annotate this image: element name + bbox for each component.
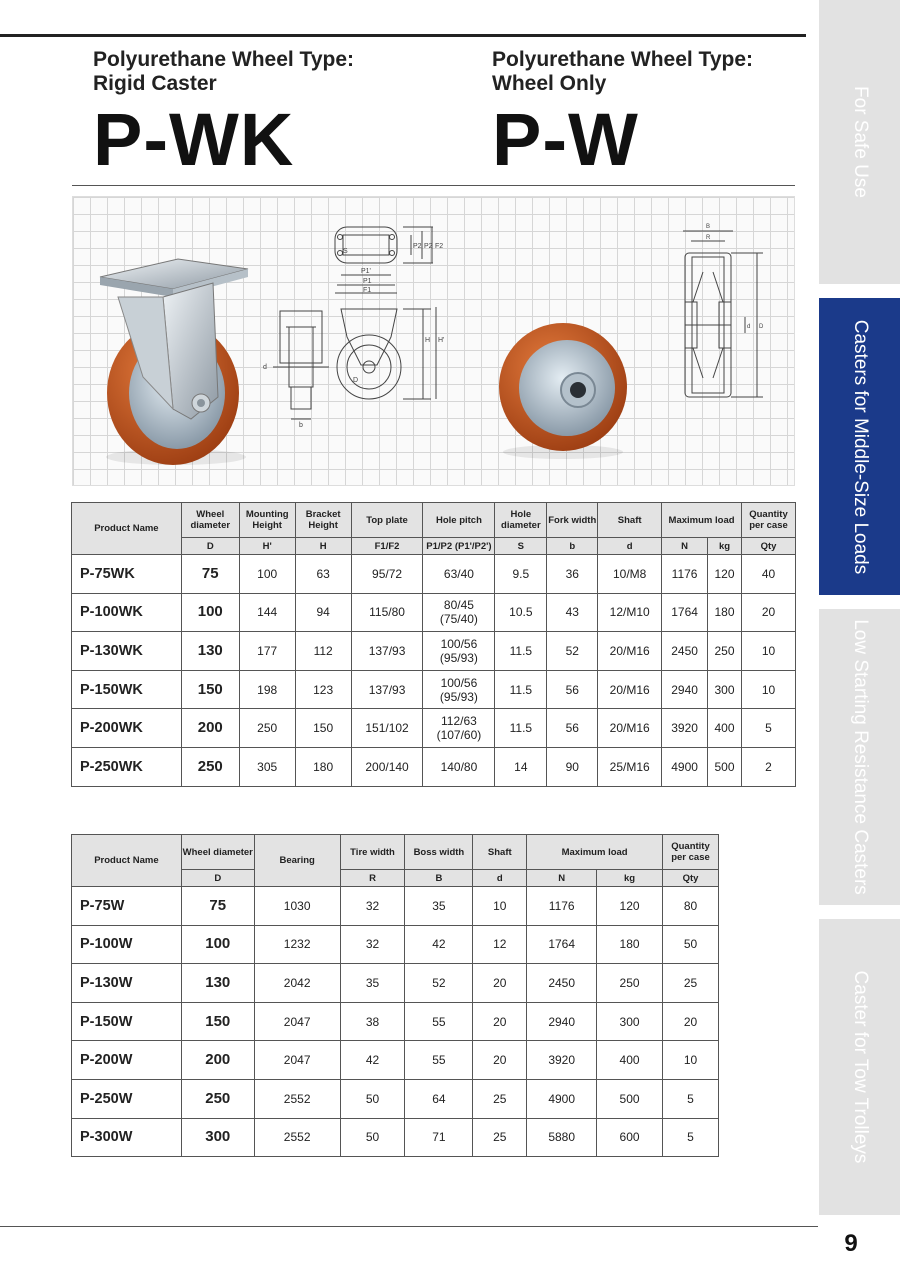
top-plate: 137/93: [351, 632, 423, 671]
side-tab-low-starting-resistance[interactable]: [819, 609, 900, 905]
wheel-diameter: 200: [181, 709, 239, 748]
product-name: P-100W: [72, 925, 182, 964]
side-tab-tow-trolleys[interactable]: [819, 919, 900, 1215]
col-header: Shaft: [473, 835, 527, 870]
side-tab-label: Casters for Middle-Size Loads: [849, 319, 871, 574]
drawing-dimension-labels: [263, 243, 444, 429]
col-header: Wheel diameter: [181, 503, 239, 538]
max-load-n: 2940: [662, 670, 708, 709]
mounting-height: 177: [239, 632, 295, 671]
shaft: 20: [473, 1041, 527, 1080]
bracket-height: 123: [295, 670, 351, 709]
tire-width: 38: [340, 1002, 405, 1041]
page-number: 9: [844, 1230, 858, 1257]
col-header: Hole pitch: [423, 503, 495, 538]
hole-pitch-main: 112/63: [441, 714, 477, 729]
mounting-height: 198: [239, 670, 295, 709]
unit-cell: Qty: [741, 538, 795, 555]
shaft: 10/M8: [598, 555, 662, 594]
unit-cell: d: [473, 870, 527, 887]
dim-label: B: [706, 224, 711, 230]
tire-width: 42: [340, 1041, 405, 1080]
hole-pitch-alt: (75/40): [439, 612, 478, 627]
tire-width: 35: [340, 964, 405, 1003]
hole-pitch-main: 100/56: [440, 636, 478, 651]
boss-width: 55: [405, 1002, 473, 1041]
mounting-height: 100: [239, 555, 295, 594]
dim-label: P1': [361, 268, 371, 275]
table-row: [72, 964, 719, 1003]
max-load-kg: 500: [597, 1079, 663, 1118]
pwk-spec-table: [71, 502, 796, 787]
max-load-n: 3920: [527, 1041, 597, 1080]
dim-label: D: [759, 324, 764, 330]
top-plate: 137/93: [351, 670, 423, 709]
shaft: 20: [473, 964, 527, 1003]
bearing: 2042: [254, 964, 340, 1003]
max-load-kg: 120: [708, 555, 742, 594]
subtitle-line1: Polyurethane Wheel Type:: [492, 48, 753, 71]
max-load-kg: 180: [708, 593, 742, 632]
bracket-height: 112: [295, 632, 351, 671]
title-block-pwk: [93, 48, 354, 181]
table-row: [72, 555, 796, 594]
hole-diameter: 10.5: [495, 593, 547, 632]
subtitle-line2: Wheel Only: [492, 72, 607, 95]
max-load-kg: 120: [597, 887, 663, 926]
product-name: P-75W: [72, 887, 182, 926]
col-header: Product Name: [72, 503, 182, 555]
product-name: P-200W: [72, 1041, 182, 1080]
unit-cell: N: [527, 870, 597, 887]
top-plate: 95/72: [351, 555, 423, 594]
dim-label: b: [299, 422, 303, 429]
shaft: 10: [473, 887, 527, 926]
boss-width: 42: [405, 925, 473, 964]
shaft: 25/M16: [598, 747, 662, 786]
table-row: [72, 1079, 719, 1118]
table-row: [72, 747, 796, 786]
qty-per-case: 5: [741, 709, 795, 748]
side-tab-middle-size-loads[interactable]: [819, 298, 900, 595]
dim-label: d: [263, 364, 267, 371]
bracket-height: 180: [295, 747, 351, 786]
max-load-n: 3920: [662, 709, 708, 748]
product-name: P-75WK: [72, 555, 182, 594]
col-header: Maximum load: [662, 503, 742, 538]
max-load-kg: 500: [708, 747, 742, 786]
col-header: Bracket Height: [295, 503, 351, 538]
fork-width: 56: [547, 670, 598, 709]
max-load-kg: 180: [597, 925, 663, 964]
dim-label: H: [425, 337, 431, 344]
top-plate: 151/102: [351, 709, 423, 748]
hole-diameter: 11.5: [495, 632, 547, 671]
dim-label: H': [438, 337, 445, 344]
col-header: Wheel diameter: [181, 835, 254, 870]
hole-pitch: [423, 747, 495, 786]
col-header: Shaft: [598, 503, 662, 538]
bearing: 2047: [254, 1041, 340, 1080]
boss-width: 64: [405, 1079, 473, 1118]
wheel-diameter: 300: [181, 1118, 254, 1157]
boss-width: 35: [405, 887, 473, 926]
qty-per-case: 10: [741, 670, 795, 709]
unit-cell: d: [598, 538, 662, 555]
col-header: Hole diameter: [495, 503, 547, 538]
product-name: P-130WK: [72, 632, 182, 671]
header-rule: [72, 185, 795, 186]
max-load-n: 1764: [527, 925, 597, 964]
bearing: 2047: [254, 1002, 340, 1041]
hole-pitch: [423, 632, 495, 671]
subtitle-line2: Rigid Caster: [93, 72, 217, 95]
side-tab-safe-use[interactable]: [819, 0, 900, 284]
dim-label: D: [353, 377, 359, 384]
wheel-drawing: [683, 231, 763, 397]
tire-width: 50: [340, 1118, 405, 1157]
fork-width: 36: [547, 555, 598, 594]
max-load-kg: 600: [597, 1118, 663, 1157]
hole-diameter: 9.5: [495, 555, 547, 594]
hole-pitch: [423, 555, 495, 594]
hole-diameter: 11.5: [495, 670, 547, 709]
wheel-diameter: 250: [181, 1079, 254, 1118]
table-row: [72, 1118, 719, 1157]
col-header: Quantity per case: [741, 503, 795, 538]
max-load-kg: 400: [708, 709, 742, 748]
table-row: [72, 1002, 719, 1041]
unit-cell: D: [181, 538, 239, 555]
product-name: P-250WK: [72, 747, 182, 786]
rigid-caster-drawing: [273, 227, 436, 419]
wheel-diameter: 200: [181, 1041, 254, 1080]
hole-pitch: [423, 709, 495, 748]
wheel-photo: [499, 323, 627, 459]
col-header: Bearing: [254, 835, 340, 887]
tire-width: 32: [340, 925, 405, 964]
product-name: P-150W: [72, 1002, 182, 1041]
top-plate: 200/140: [351, 747, 423, 786]
hole-pitch-main: 140/80: [440, 759, 478, 774]
qty-per-case: 40: [741, 555, 795, 594]
tire-width: 32: [340, 887, 405, 926]
bearing: 2552: [254, 1118, 340, 1157]
table-row: [72, 887, 719, 926]
header-row: [72, 835, 719, 870]
product-name: P-300W: [72, 1118, 182, 1157]
product-name: P-150WK: [72, 670, 182, 709]
boss-width: 71: [405, 1118, 473, 1157]
max-load-kg: 400: [597, 1041, 663, 1080]
dim-label: F2: [435, 243, 444, 250]
title-block-pw: [492, 48, 753, 181]
dim-label: S: [343, 248, 348, 255]
max-load-kg: 300: [708, 670, 742, 709]
fork-width: 43: [547, 593, 598, 632]
qty-per-case: 10: [662, 1041, 718, 1080]
qty-per-case: 80: [662, 887, 718, 926]
model-name: P-W: [492, 98, 639, 181]
qty-per-case: 25: [662, 964, 718, 1003]
max-load-n: 1764: [662, 593, 708, 632]
qty-per-case: 20: [662, 1002, 718, 1041]
wheel-diameter: 100: [181, 925, 254, 964]
hole-pitch-alt: (107/60): [436, 728, 482, 743]
unit-cell: P1/P2 (P1'/P2'): [423, 538, 495, 555]
dim-label: d: [747, 324, 751, 330]
unit-cell: N: [662, 538, 708, 555]
unit-cell: F1/F2: [351, 538, 423, 555]
bracket-height: 94: [295, 593, 351, 632]
product-name: P-250W: [72, 1079, 182, 1118]
max-load-kg: 250: [708, 632, 742, 671]
wheel-diameter: 130: [181, 632, 239, 671]
top-rule: [0, 34, 806, 37]
col-header: Top plate: [351, 503, 423, 538]
max-load-n: 1176: [662, 555, 708, 594]
table-row: [72, 670, 796, 709]
table-row: [72, 709, 796, 748]
shaft: 20: [473, 1002, 527, 1041]
col-header: Quantity per case: [662, 835, 718, 870]
table-row: [72, 593, 796, 632]
max-load-n: 1176: [527, 887, 597, 926]
col-header: Fork width: [547, 503, 598, 538]
pw-spec-table: [71, 834, 719, 1157]
side-tab-label: Caster for Tow Trolleys: [849, 970, 871, 1164]
dim-label: P2': [413, 243, 423, 250]
side-tab-label: Low Starting Resistance Casters: [849, 619, 871, 895]
dim-label: F1: [363, 287, 372, 294]
qty-per-case: 5: [662, 1118, 718, 1157]
hole-pitch: [423, 670, 495, 709]
bracket-height: 63: [295, 555, 351, 594]
max-load-n: 4900: [527, 1079, 597, 1118]
model-name: P-WK: [93, 98, 295, 181]
wheel-diameter: 75: [181, 887, 254, 926]
qty-per-case: 10: [741, 632, 795, 671]
col-header: Mounting Height: [239, 503, 295, 538]
col-header: Product Name: [72, 835, 182, 887]
header-row: [72, 503, 796, 538]
mounting-height: 144: [239, 593, 295, 632]
unit-cell: B: [405, 870, 473, 887]
dim-label: P1: [363, 278, 372, 285]
hole-pitch-alt: (95/93): [439, 689, 478, 704]
table-row: [72, 1041, 719, 1080]
unit-cell: D: [181, 870, 254, 887]
hole-pitch: [423, 593, 495, 632]
max-load-n: 2450: [662, 632, 708, 671]
wheel-diameter: 250: [181, 747, 239, 786]
col-header: Maximum load: [527, 835, 663, 870]
dim-label: P2: [424, 243, 433, 250]
max-load-n: 5880: [527, 1118, 597, 1157]
hole-pitch-main: 100/56: [440, 675, 478, 690]
unit-cell: R: [340, 870, 405, 887]
top-plate: 115/80: [351, 593, 423, 632]
hole-diameter: 11.5: [495, 709, 547, 748]
col-header: Tire width: [340, 835, 405, 870]
wheel-diameter: 150: [181, 1002, 254, 1041]
max-load-n: 4900: [662, 747, 708, 786]
qty-per-case: 20: [741, 593, 795, 632]
mounting-height: 305: [239, 747, 295, 786]
max-load-n: 2450: [527, 964, 597, 1003]
unit-cell: H': [239, 538, 295, 555]
footer-rule: [0, 1226, 818, 1227]
unit-cell: S: [495, 538, 547, 555]
rigid-caster-photo: [100, 259, 248, 465]
illustrations: [73, 197, 796, 487]
max-load-kg: 300: [597, 1002, 663, 1041]
table-row: [72, 632, 796, 671]
table-row: [72, 925, 719, 964]
shaft: 25: [473, 1118, 527, 1157]
product-name: P-200WK: [72, 709, 182, 748]
product-illustration-area: [72, 196, 795, 486]
qty-per-case: 2: [741, 747, 795, 786]
side-tab-label: For Safe Use: [849, 86, 871, 198]
product-name: P-100WK: [72, 593, 182, 632]
max-load-n: 2940: [527, 1002, 597, 1041]
product-name: P-130W: [72, 964, 182, 1003]
bracket-height: 150: [295, 709, 351, 748]
boss-width: 52: [405, 964, 473, 1003]
shaft: 12: [473, 925, 527, 964]
wheel-diameter: 75: [181, 555, 239, 594]
hole-diameter: 14: [495, 747, 547, 786]
shaft: 20/M16: [598, 632, 662, 671]
wheel-diameter: 100: [181, 593, 239, 632]
fork-width: 56: [547, 709, 598, 748]
unit-cell: H: [295, 538, 351, 555]
unit-cell: b: [547, 538, 598, 555]
shaft: 20/M16: [598, 709, 662, 748]
tire-width: 50: [340, 1079, 405, 1118]
hole-pitch-main: 80/45: [443, 598, 474, 613]
unit-cell: kg: [708, 538, 742, 555]
shaft: 20/M16: [598, 670, 662, 709]
dim-label: R: [706, 235, 711, 241]
hole-pitch-main: 63/40: [443, 566, 474, 581]
fork-width: 52: [547, 632, 598, 671]
boss-width: 55: [405, 1041, 473, 1080]
wheel-diameter: 130: [181, 964, 254, 1003]
bearing: 1030: [254, 887, 340, 926]
mounting-height: 250: [239, 709, 295, 748]
hole-pitch-alt: (95/93): [439, 650, 478, 665]
subtitle-line1: Polyurethane Wheel Type:: [93, 48, 354, 71]
wheel-diameter: 150: [181, 670, 239, 709]
bearing: 2552: [254, 1079, 340, 1118]
max-load-kg: 250: [597, 964, 663, 1003]
unit-cell: kg: [597, 870, 663, 887]
shaft: 25: [473, 1079, 527, 1118]
qty-per-case: 50: [662, 925, 718, 964]
fork-width: 90: [547, 747, 598, 786]
bearing: 1232: [254, 925, 340, 964]
col-header: Boss width: [405, 835, 473, 870]
unit-cell: Qty: [662, 870, 718, 887]
shaft: 12/M10: [598, 593, 662, 632]
qty-per-case: 5: [662, 1079, 718, 1118]
